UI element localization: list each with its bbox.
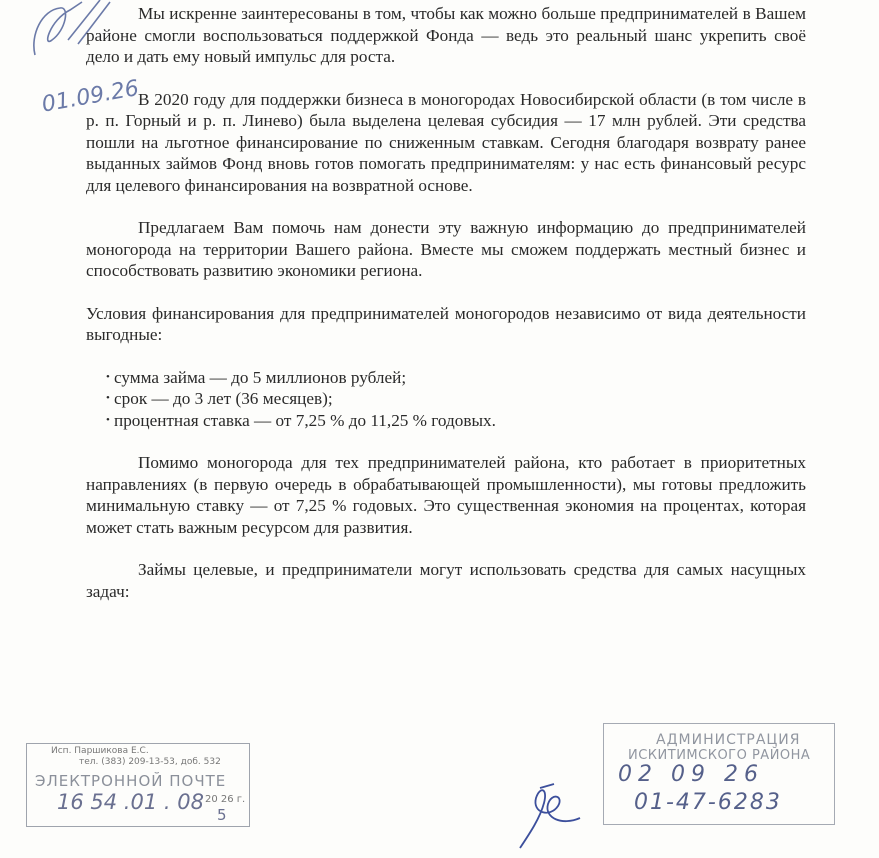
email-stamp-year: 20 26 г. [205,794,246,805]
paragraph-priority: Помимо моногорода для тех предпринимателей района, кто работает в приоритетных направлениях (в первую очередь в обрабатывающей промышленности), мы готовы предложить минимальную ставку — от 7,25 % годовых. Это существенная экономия на процентах, которая может стать важным ресурсом для развития. [86,453,806,537]
signature-mark-bottom [510,778,590,858]
letter-body [86,3,806,602]
list-item-rate: • процентная ставка — от 7,25 % до 11,25 % годовых. [86,410,806,432]
administration-stamp [603,723,835,825]
executor-phone: тел. (383) 209-13-53, доб. 532 [79,757,221,767]
list-item-term: • срок — до 3 лет (36 месяцев); [86,388,806,410]
handwritten-date: 01.09.26 [40,75,141,118]
paragraph-interest: Мы искренне заинтересованы в том, чтобы как можно больше предпринимателей в Вашем районе смогли воспользоваться поддержкой Фонда — ведь это реальный шанс укрепить своё дело и дать ему новый импульс для роста. [86,4,806,66]
paragraph-purpose: Займы целевые, и предприниматели могут использовать средства для самых насущных задач: [86,560,806,601]
paragraph-conditions: Условия финансирования для предпринимателей моногородов независимо от вида деятельности выгодные: [86,303,806,344]
email-stamp-title: ЭЛЕКТРОННОЙ ПОЧТЕ [35,772,227,790]
admin-stamp-line1: АДМИНИСТРАЦИЯ [656,732,801,748]
conditions-list [86,367,806,432]
admin-stamp-reg-number: 01-47-6283 [634,790,782,815]
admin-stamp-line2: ИСКИТИМСКОГО РАЙОНА [628,748,811,763]
executor-line: Исп. Паршикова Е.С. [51,746,149,756]
email-stamp-number: 5 [217,806,227,824]
email-stamp [26,743,250,827]
email-stamp-date: 16 54 .01 . 08 [57,790,204,814]
paragraph-request: Предлагаем Вам помочь нам донести эту важную информацию до предпринимателей моногорода на территории Вашего района. Вместе мы сможем поддержать местный бизнес и способствовать развитию экономики региона. [86,218,806,280]
paragraph-subsidy: В 2020 году для поддержки бизнеса в моногородах Новосибирской области (в том числе в р. п. Горный и р. п. Линево) была выделена целевая субсидия — 17 млн рублей. Эти средства пошли на льготное финансирование по сниженным ставкам. Сегодня благодаря возврату ранее выданных займов Фонд вновь готов помогать предпринимателям: у нас есть финансовый ресурс для целевого финансирования на возвратной основе. [86,89,806,195]
list-item-amount: • сумма займа — до 5 миллионов рублей; [86,367,806,389]
admin-stamp-date: 02 09 26 [618,762,764,787]
